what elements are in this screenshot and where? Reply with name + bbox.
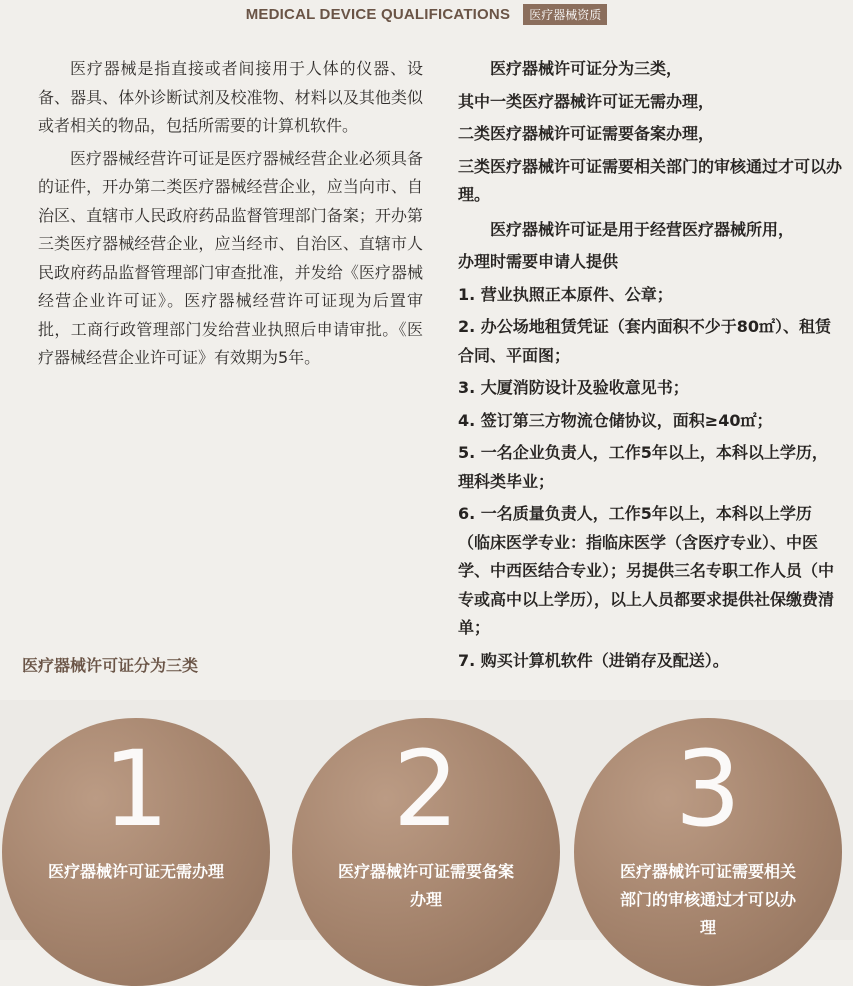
header-title-en: MEDICAL DEVICE QUALIFICATIONS [245, 6, 511, 23]
requirement-item: 6. 一名质量负责人，工作5年以上，本科以上学历（临床医学专业：指临床医学（含医疗专业）、中医学、中西医结合专业）；另提供三名专职工作人员（中专或高中以上学历），以上人员都要求提供社保缴费清单； [458, 504, 835, 637]
page-header [0, 4, 853, 28]
requirement-item: 5. 一名企业负责人，工作5年以上，本科以上学历，理科类毕业； [458, 443, 828, 491]
requirements-intro: 医疗器械许可证是用于经营医疗器械所用， [490, 219, 795, 239]
category-line-2: 其中一类医疗器械许可证无需办理， [458, 91, 715, 111]
category-number: 2 [392, 728, 460, 850]
category-circle-3 [574, 718, 842, 986]
category-circle-1 [2, 718, 270, 986]
category-line-3: 二类医疗器械许可证需要备案办理， [458, 124, 715, 143]
license-paragraph: 医疗器械经营许可证是医疗器械经营企业必须具备的证件，开办第二类医疗器械经营企业，应当向市、自治区、直辖市人民政府药品监督管理部门备案；开办第三类医疗器械经营企业，应当经市、自治区、直辖市人民政府药品监督管理部门审查批准，并发给《医疗器械经营企业许可证》。医疗器械经营许可证现为后置审批，工商行政管理部门发给营业执照后申请审批。《医疗器械经营企业许可证》有效期为5年。 [38, 148, 423, 367]
category-label: 医疗器械许可证需要备案办理 [337, 862, 514, 909]
category-number: 3 [674, 728, 742, 850]
left-column [38, 55, 423, 377]
requirement-item: 4. 签订第三方物流仓储协议，面积≥40㎡； [458, 410, 773, 430]
category-line-4: 三类医疗器械许可证需要相关部门的审核通过才可以办理。 [458, 156, 843, 204]
right-column [458, 55, 843, 679]
header-title-zh-badge: 医疗器械资质 [523, 4, 607, 25]
category-number: 1 [102, 728, 170, 850]
category-line-1: 医疗器械许可证分为三类， [490, 59, 683, 78]
definition-paragraph: 医疗器械是指直接或者间接用于人体的仪器、设备、器具、体外诊断试剂及校准物、材料以及其他类似或者相关的物品，包括所需要的计算机软件。 [38, 59, 423, 135]
category-label: 医疗器械许可证需要相关部门的审核通过才可以办理 [619, 862, 796, 937]
requirement-item: 3. 大厦消防设计及验收意见书； [458, 378, 689, 397]
requirement-item: 1. 营业执照正本原件、公章； [458, 284, 673, 304]
category-label: 医疗器械许可证无需办理 [47, 862, 224, 881]
requirement-item: 2. 办公场地租赁凭证（套内面积不少于80㎡）、租赁合同、平面图； [458, 317, 832, 365]
section-title: 医疗器械许可证分为三类 [22, 656, 199, 675]
requirement-item: 7. 购买计算机软件（进销存及配送）。 [458, 650, 729, 670]
requirements-intro-2: 办理时需要申请人提供 [458, 252, 619, 271]
category-circle-2 [292, 718, 560, 986]
